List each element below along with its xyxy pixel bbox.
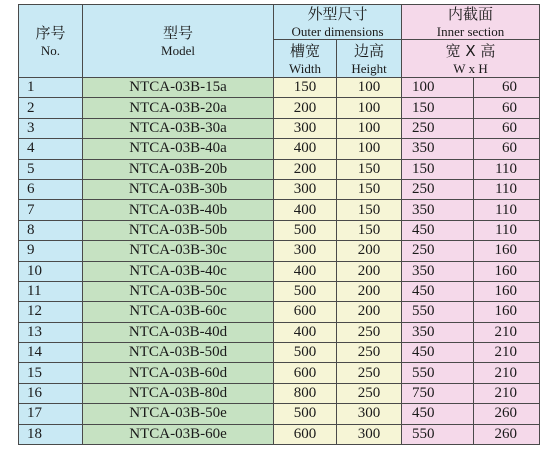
header-outer-en: Outer dimensions (291, 24, 384, 39)
row-inner-w-cell: 350 (402, 322, 474, 342)
table-row (19, 302, 540, 322)
table-row (19, 424, 540, 444)
row-inner-w-cell: 550 (402, 363, 474, 383)
table-row (19, 78, 540, 98)
row-width-cell: 500 (274, 220, 337, 240)
row-inner-w-cell: 250 (402, 118, 474, 138)
row-no-cell: 2 (19, 98, 83, 118)
row-no-cell: 6 (19, 179, 83, 199)
row-inner-h-cell: 60 (474, 118, 540, 138)
row-no-cell: 11 (19, 281, 83, 301)
row-inner-w-cell: 450 (402, 220, 474, 240)
row-no-cell: 8 (19, 220, 83, 240)
header-width-en: Width (289, 60, 321, 76)
row-inner-h-cell: 110 (474, 159, 540, 179)
row-height-cell: 100 (337, 98, 402, 118)
row-model-cell: NTCA-03B-60d (83, 363, 274, 383)
table-row (19, 118, 540, 138)
row-model-cell: NTCA-03B-80d (83, 383, 274, 403)
header-outer-cn: 外型尺寸 (307, 5, 368, 23)
header-width (274, 40, 337, 78)
header-inner-section (402, 5, 540, 40)
row-model-cell: NTCA-03B-30c (83, 241, 274, 261)
row-width-cell: 400 (274, 139, 337, 159)
row-model-cell: NTCA-03B-30b (83, 179, 274, 199)
row-inner-h-cell: 160 (474, 302, 540, 322)
row-inner-w-cell: 550 (402, 302, 474, 322)
row-width-cell: 500 (274, 404, 337, 424)
row-no-cell: 4 (19, 139, 83, 159)
spec-table (18, 4, 540, 445)
table-row (19, 241, 540, 261)
row-width-cell: 500 (274, 281, 337, 301)
table-row (19, 139, 540, 159)
table-row (19, 281, 540, 301)
row-no-cell: 3 (19, 118, 83, 138)
row-height-cell: 200 (337, 281, 402, 301)
table-row (19, 200, 540, 220)
row-inner-h-cell: 60 (474, 139, 540, 159)
row-inner-h-cell: 60 (474, 78, 540, 98)
row-inner-w-cell: 450 (402, 281, 474, 301)
row-inner-h-cell: 160 (474, 241, 540, 261)
row-inner-w-cell: 250 (402, 179, 474, 199)
row-no-cell: 5 (19, 159, 83, 179)
row-height-cell: 100 (337, 78, 402, 98)
row-width-cell: 400 (274, 200, 337, 220)
row-width-cell: 200 (274, 98, 337, 118)
row-inner-h-cell: 210 (474, 383, 540, 403)
header-height-en: Height (351, 60, 387, 76)
table-row (19, 383, 540, 403)
header-wxh-cn: 宽 X 高 (445, 41, 496, 60)
header-inner-cn: 内截面 (448, 5, 494, 23)
row-model-cell: NTCA-03B-50d (83, 343, 274, 363)
row-inner-h-cell: 110 (474, 200, 540, 220)
row-height-cell: 150 (337, 220, 402, 240)
row-height-cell: 200 (337, 261, 402, 281)
row-no-cell: 17 (19, 404, 83, 424)
row-width-cell: 400 (274, 261, 337, 281)
row-inner-w-cell: 350 (402, 139, 474, 159)
header-no-cn: 序号 (35, 24, 66, 42)
header-model-en: Model (161, 43, 195, 58)
row-inner-w-cell: 100 (402, 78, 474, 98)
table-row (19, 363, 540, 383)
row-width-cell: 300 (274, 179, 337, 199)
row-model-cell: NTCA-03B-40d (83, 322, 274, 342)
header-width-cn: 槽宽 (289, 41, 320, 60)
row-inner-w-cell: 450 (402, 404, 474, 424)
row-width-cell: 300 (274, 241, 337, 261)
row-width-cell: 600 (274, 424, 337, 444)
header-no-en: No. (40, 43, 61, 58)
table-row (19, 322, 540, 342)
row-inner-w-cell: 350 (402, 200, 474, 220)
row-height-cell: 150 (337, 200, 402, 220)
row-no-cell: 13 (19, 322, 83, 342)
row-model-cell: NTCA-03B-20b (83, 159, 274, 179)
header-model (83, 5, 274, 78)
row-height-cell: 300 (337, 404, 402, 424)
row-height-cell: 200 (337, 241, 402, 261)
row-height-cell: 250 (337, 383, 402, 403)
row-inner-h-cell: 260 (474, 424, 540, 444)
header-no (19, 5, 83, 78)
header-outer-dimensions (274, 5, 402, 40)
row-height-cell: 100 (337, 139, 402, 159)
row-model-cell: NTCA-03B-40b (83, 200, 274, 220)
row-model-cell: NTCA-03B-30a (83, 118, 274, 138)
row-model-cell: NTCA-03B-40c (83, 261, 274, 281)
row-inner-w-cell: 750 (402, 383, 474, 403)
row-inner-h-cell: 210 (474, 363, 540, 383)
row-no-cell: 9 (19, 241, 83, 261)
row-height-cell: 250 (337, 343, 402, 363)
row-width-cell: 200 (274, 159, 337, 179)
row-model-cell: NTCA-03B-50e (83, 404, 274, 424)
row-model-cell: NTCA-03B-60e (83, 424, 274, 444)
row-width-cell: 300 (274, 118, 337, 138)
row-height-cell: 250 (337, 322, 402, 342)
row-inner-w-cell: 550 (402, 424, 474, 444)
table-row (19, 343, 540, 363)
row-inner-w-cell: 250 (402, 241, 474, 261)
table-row (19, 179, 540, 199)
row-width-cell: 600 (274, 363, 337, 383)
row-inner-w-cell: 150 (402, 159, 474, 179)
row-model-cell: NTCA-03B-40a (83, 139, 274, 159)
table-row (19, 220, 540, 240)
row-inner-h-cell: 210 (474, 343, 540, 363)
row-height-cell: 100 (337, 118, 402, 138)
row-no-cell: 14 (19, 343, 83, 363)
row-inner-h-cell: 160 (474, 261, 540, 281)
row-inner-w-cell: 150 (402, 98, 474, 118)
row-no-cell: 12 (19, 302, 83, 322)
row-inner-h-cell: 110 (474, 179, 540, 199)
row-no-cell: 10 (19, 261, 83, 281)
row-no-cell: 1 (19, 78, 83, 98)
row-inner-h-cell: 260 (474, 404, 540, 424)
row-inner-w-cell: 350 (402, 261, 474, 281)
header-height-cn: 边高 (354, 41, 385, 60)
row-model-cell: NTCA-03B-50b (83, 220, 274, 240)
row-no-cell: 15 (19, 363, 83, 383)
table-row (19, 404, 540, 424)
row-inner-h-cell: 110 (474, 220, 540, 240)
row-width-cell: 400 (274, 322, 337, 342)
row-height-cell: 250 (337, 363, 402, 383)
header-inner-en: Inner section (436, 24, 505, 39)
table-row (19, 98, 540, 118)
row-inner-h-cell: 210 (474, 322, 540, 342)
table-row (19, 159, 540, 179)
row-inner-h-cell: 160 (474, 281, 540, 301)
row-height-cell: 150 (337, 159, 402, 179)
row-model-cell: NTCA-03B-60c (83, 302, 274, 322)
header-wxh-en: W x H (453, 60, 488, 76)
row-no-cell: 16 (19, 383, 83, 403)
row-model-cell: NTCA-03B-20a (83, 98, 274, 118)
row-width-cell: 500 (274, 343, 337, 363)
row-no-cell: 18 (19, 424, 83, 444)
row-model-cell: NTCA-03B-15a (83, 78, 274, 98)
header-height (337, 40, 402, 78)
row-width-cell: 800 (274, 383, 337, 403)
row-inner-w-cell: 450 (402, 343, 474, 363)
table-row (19, 261, 540, 281)
row-inner-h-cell: 60 (474, 98, 540, 118)
row-height-cell: 200 (337, 302, 402, 322)
row-width-cell: 600 (274, 302, 337, 322)
header-model-cn: 型号 (162, 24, 193, 42)
row-width-cell: 150 (274, 78, 337, 98)
header-wxh (402, 40, 540, 78)
row-model-cell: NTCA-03B-50c (83, 281, 274, 301)
row-height-cell: 300 (337, 424, 402, 444)
row-height-cell: 150 (337, 179, 402, 199)
row-no-cell: 7 (19, 200, 83, 220)
